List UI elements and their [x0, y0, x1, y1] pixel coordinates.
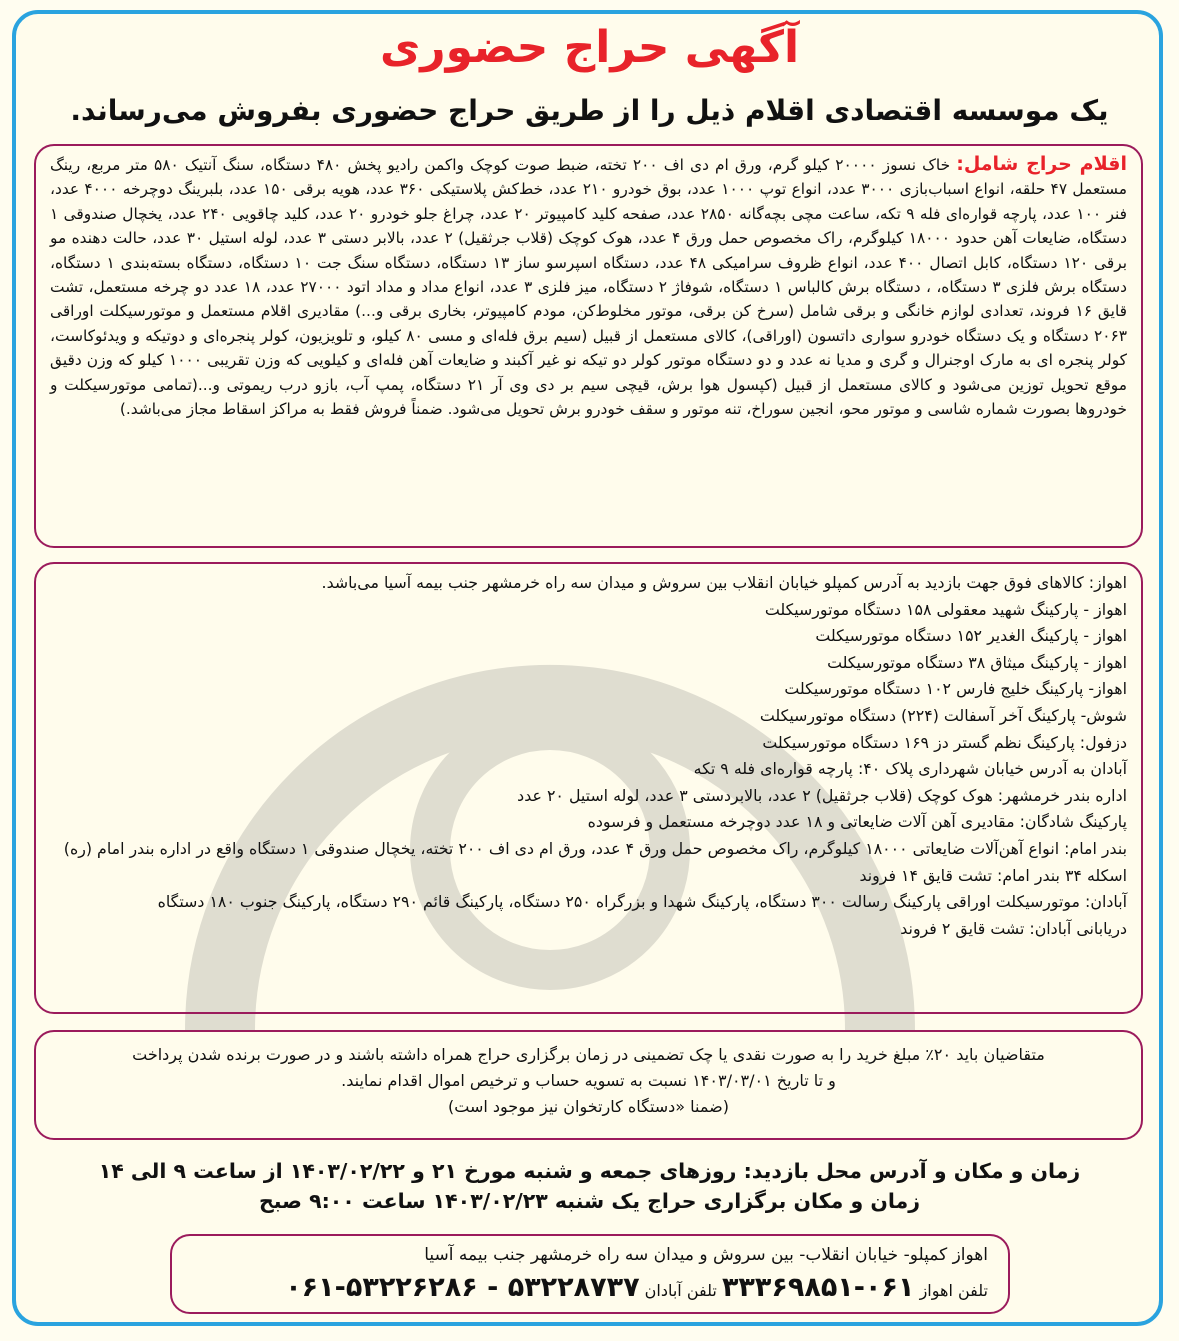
abadan-phone-label: تلفن آبادان	[644, 1281, 717, 1300]
location-line: آبادان به آدرس خیابان شهرداری پلاک ۴۰: پارچه قواره‌ای فله ۹ تکه	[693, 759, 1127, 779]
visit-schedule: زمان و مکان و آدرس محل بازدید: روزهای جمعه و شنبه مورخ ۲۱ و ۱۴۰۳/۰۲/۲۲ از ساعت ۹ الی ۱۴	[98, 1159, 1081, 1183]
terms-line-1: متقاضیان باید ۲۰٪ مبلغ خرید را به صورت نقدی یا چک تضمینی در زمان برگزاری حراج همراه داشته باشند و در صورت برنده شدن پرداخت	[132, 1045, 1045, 1064]
ahvaz-phone-label: تلفن اهواز	[919, 1281, 988, 1300]
location-line: اهواز - پارکینگ الغدیر ۱۵۲ دستگاه موتورسیکلت	[815, 626, 1127, 646]
location-line: اداره بندر خرمشهر: هوک کوچک (قلاب جرثقیل) ۲ عدد، بالابردستی ۳ عدد، لوله استیل ۲۰ عدد	[517, 785, 1127, 805]
location-line: اهواز - پارکینگ شهید معقولی ۱۵۸ دستگاه موتورسیکلت	[764, 599, 1127, 619]
items-text: خاک نسوز ۲۰۰۰۰ کیلو گرم، ورق ام دی اف ۲۰۰ تخته، ضبط صوت کوچک واکمن رادیو پخش ۴۸۰ دستگاه، سنگ آنتیک ۵۸۰ متر مربع، رینگ مستعمل ۴۷ حلقه، انواع اسباب‌بازی ۳۰۰۰ عدد، انواع توپ ۱۰۰۰ عدد، بوق خودرو ۲۱۰ عدد، خط‌کش پلاستیکی ۳۶۰ عدد، هویه برقی ۱۵۰ عدد، بلبرینگ دوچرخه ۴۰۰۰ عدد، فنر ۱۰۰ عدد، پارچه قواره‌ای فله ۹ تکه، ساعت مچی بچه‌گانه ۲۸۵۰ عدد، صفحه کلید کامپیوتر ۲۰ عدد، چراغ جلو خودرو ۲۰ عدد، کلید چاقویی ۲۴۰ عدد، یخچال صندوقی ۱ دستگاه، ضایعات آهن حدود ۱۸۰۰۰ کیلوگرم، راک مخصوص حمل ورق ۴ عدد، هوک کوچک (قلاب جرثقیل) ۲ عدد، بالابر دستی ۳ عدد، لوله استیل ۳۰ عدد، حالت دهنده مو برقی ۱۲۰ دستگاه، کابل اتصال ۴۰۰ عدد، انواع ظروف سرامیکی ۴۸ عدد، دستگاه اسپرسو ساز ۱۳ دستگاه، دستگاه سنگ جت ۱۰ دستگاه، دستگاه بسته‌بندی ۱ دستگاه، دستگاه برش فلزی ۳ دستگاه، ، دستگاه برش کالباس ۱ دستگاه، شوفاژ ۲ دستگاه، میز فلزی ۳ عدد، انواع مداد و مداد اتود ۲۷۰۰۰ عدد، ۱۸ عدد دو چرخه مستعمل، تشت قایق ۱۶ فروند، تعدادی لوازم خانگی و برقی شامل (سرخ کن برقی، موتور مخلوط‌کن، مودم کامپیوتر، بخاری برقی و...) مقادیری اقلام مستعمل و موتورسیکلت اوراقی ۲۰۶۳ دستگاه و یک دستگاه خودرو سواری داتسون (اوراقی)، کالای مستعمل از قبیل (سیم برق فله‌ای و مسی ۸۰ کیلو، و تلویزیون، کولر پنجره‌ای و دوتیکه و ویدئوکاست، کولر پنجره ای به مارک اوجنرال و گری و مدیا نه عدد و دو دستگاه موتور کولر دو تیکه نو غیر آکبند و ضایعات آهن فله‌ای و کیلویی که وزن تقریبی ۱۰۰۰ کیلو که وزن دقیق موقع تحویل توزین می‌شود و کالای مستعمل از قبیل (کپسول هوا برش، قیچی سیم بر دی وی آر ۲۱ دستگاه، پمپ آب، بازو درب ریموتی و...(تمامی موتورسیکلت و خودروها بصورت شماره شاسی و موتور محو، انجین سوراخ، تنه موتور و سقف خودرو برش تحویل می‌شود. ضمناً فروش فقط به مراکز اسقاط مجاز می‌باشد.)	[50, 156, 1128, 419]
contact-phones	[192, 1270, 988, 1309]
contact-box	[170, 1234, 1010, 1314]
contact-address: اهواز کمپلو- خیابان انقلاب- بین سروش و میدان سه راه خرمشهر جنب بیمه آسیا	[424, 1245, 988, 1265]
page-subtitle: یک موسسه اقتصادی اقلام ذیل را از طریق حراج حضوری بفروش می‌رساند.	[70, 94, 1109, 127]
auction-schedule: زمان و مکان برگزاری حراج یک شنبه ۱۴۰۳/۰۲/۲۳ ساعت ۹:۰۰ صبح	[258, 1189, 921, 1213]
location-line: دزفول: پارکینگ نظم گستر دز ۱۶۹ دستگاه موتورسیکلت	[762, 732, 1127, 752]
ahvaz-phone: ۰۶۱-۳۳۳۶۹۸۵۱	[721, 1272, 915, 1303]
location-line: اهواز- پارکینگ خلیج فارس ۱۰۲ دستگاه موتورسیکلت	[784, 679, 1127, 699]
items-lead: اقلام حراج شامل:	[956, 153, 1127, 175]
schedule	[40, 1156, 1139, 1216]
abadan-phone: ۵۳۲۲۸۷۳۷ - ۵۳۲۲۶۲۸۶-۰۶۱	[285, 1272, 640, 1303]
location-line: اهواز: کالاهای فوق جهت بازدید به آدرس کمپلو خیابان انقلاب بین سروش و میدان سه راه خرمشهر جنب بیمه آسیا می‌باشد.	[321, 573, 1127, 592]
location-line: اسکله ۳۴ بندر امام: تشت قایق ۱۴ فروند	[859, 865, 1127, 885]
terms-line-2: و تا تاریخ ۱۴۰۳/۰۳/۰۱ نسبت به تسویه حساب و ترخیص اموال اقدام نمایند.	[341, 1071, 836, 1090]
location-line: دریابانی آبادان: تشت قایق ۲ فروند	[900, 918, 1127, 938]
location-line: شوش- پارکینگ آخر آسفالت (۲۲۴) دستگاه موتورسیکلت	[759, 705, 1127, 725]
page-title: آگهی حراج حضوری	[379, 22, 800, 73]
location-line: آبادان: موتورسیکلت اوراقی پارکینگ رسالت ۳۰۰ دستگاه، پارکینگ شهدا و بزرگراه ۲۵۰ دستگاه، پارکینگ قائم ۲۹۰ دستگاه، پارکینگ جنوب ۱۸۰ دستگاه	[157, 892, 1127, 912]
terms-line-3: (ضمنا «دستگاه کارتخوان نیز موجود است)	[448, 1097, 729, 1116]
location-line: بندر امام: انواع آهن‌آلات ضایعاتی ۱۸۰۰۰ کیلوگرم، راک مخصوص حمل ورق ۴ عدد، ورق ام دی اف ۲۰۰ تخته، یخچال صندوقی ۱ دستگاه واقع در اداره بندر امام (ره)	[63, 838, 1127, 858]
location-line: اهواز - پارکینگ میثاق ۳۸ دستگاه موتورسیکلت	[827, 652, 1127, 672]
terms-box	[34, 1030, 1143, 1140]
location-line: پارکینگ شادگان: مقادیری آهن آلات ضایعاتی و ۱۸ عدد دوچرخه مستعمل و فرسوده	[587, 812, 1127, 832]
items-box	[34, 144, 1143, 548]
locations-box	[34, 562, 1143, 1014]
